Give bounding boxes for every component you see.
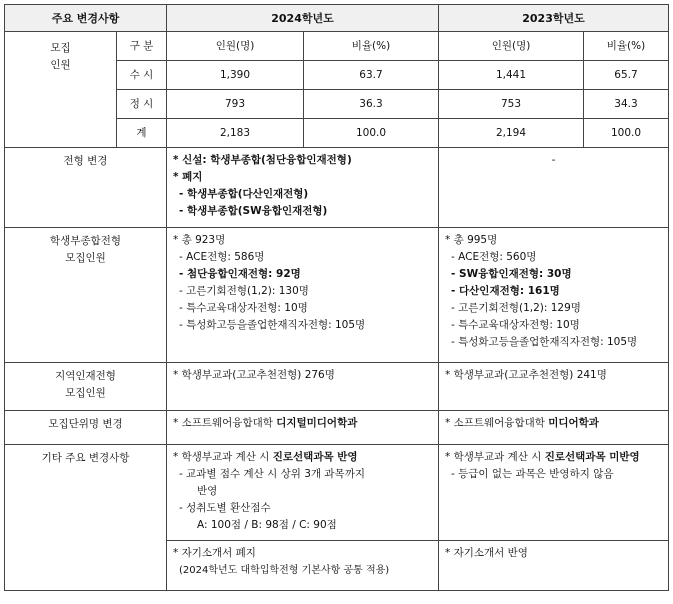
jiyeok-2024: * 학생부교과(고교추천전형) 276명 [167, 363, 439, 411]
gita-24b-line: * 자기소개서 폐지 [173, 547, 256, 559]
header-2023: 2023학년도 [439, 5, 669, 32]
jeonhyung-2023: - [439, 148, 669, 228]
gita-2023-a [439, 445, 669, 541]
danwi-23-pre: * 소프트웨어융합대학 [445, 417, 549, 429]
header-2024: 2024학년도 [167, 5, 439, 32]
gita-24a-line: 반영 [197, 485, 218, 497]
jeonhyung-24-line: * 폐지 [173, 171, 203, 183]
gita-23a-bold: 진로선택과목 미반영 [544, 451, 640, 463]
danwi-label: 모집단위명 변경 [5, 411, 167, 445]
gita-24a-bold: 진로선택과목 반영 [272, 451, 358, 463]
cell-n24: 793 [167, 90, 304, 119]
gita-24a-line: A: 100점 / B: 98점 / C: 90점 [197, 519, 337, 531]
danwi-24-pre: * 소프트웨어융합대학 [173, 417, 277, 429]
gita-2024-a [167, 445, 439, 541]
cell-r24: 100.0 [304, 119, 439, 148]
recruit-col-r-2023: 비율(%) [584, 32, 669, 61]
recruit-col-div: 구 분 [117, 32, 167, 61]
row-name: 수 시 [117, 61, 167, 90]
gita-label: 기타 주요 변경사항 [5, 445, 167, 591]
cell-n23: 2,194 [439, 119, 584, 148]
jeonhyung-24-line: - 학생부종합(다산인재전형) [179, 188, 309, 200]
cell-n24: 2,183 [167, 119, 304, 148]
jiyeok-label: 지역인재전형 모집인원 [5, 363, 167, 411]
danwi-23-bold: 미디어학과 [548, 417, 599, 429]
cell-r23: 100.0 [584, 119, 669, 148]
jeonhyung-label: 전형 변경 [5, 148, 167, 228]
jonghap-24-line: * 총 923명 [173, 234, 226, 246]
jonghap-23-line: - SW융합인재전형: 30명 [451, 268, 572, 280]
header-main-changes: 주요 변경사항 [5, 5, 167, 32]
gita-23a-line: - 등급이 없는 과목은 반영하지 않음 [451, 468, 614, 480]
row-name: 계 [117, 119, 167, 148]
recruit-label: 모집 인원 [5, 32, 117, 148]
gita-2023-b: * 자기소개서 반영 [439, 541, 669, 591]
recruit-col-n-2024: 인원(명) [167, 32, 304, 61]
danwi-2024 [167, 411, 439, 445]
jonghap-24-line: - 특성화고등을졸업한재직자전형: 105명 [179, 319, 366, 331]
cell-n23: 1,441 [439, 61, 584, 90]
jonghap-label: 학생부종합전형 모집인원 [5, 228, 167, 363]
cell-r24: 36.3 [304, 90, 439, 119]
jonghap-23-line: - 특성화고등을졸업한재직자전형: 105명 [451, 336, 638, 348]
recruit-col-r-2024: 비율(%) [304, 32, 439, 61]
jonghap-24-line: - ACE전형: 586명 [179, 251, 265, 263]
jonghap-2024 [167, 228, 439, 363]
gita-24b-line: (2024학년도 대학입학전형 기본사항 공통 적용) [179, 565, 390, 576]
danwi-24-bold: 디지털미디어학과 [276, 417, 358, 429]
row-name: 정 시 [117, 90, 167, 119]
jeonhyung-24-line: * 신설: 학생부종합(첨단융합인재전형) [173, 154, 352, 166]
gita-24a-pre: * 학생부교과 계산 시 [173, 451, 273, 463]
cell-n23: 753 [439, 90, 584, 119]
jonghap-2023 [439, 228, 669, 363]
jonghap-23-line: - 특수교육대상자전형: 10명 [451, 319, 580, 331]
gita-24a-line: - 성취도별 환산점수 [179, 502, 271, 514]
jiyeok-2023: * 학생부교과(고교추천전형) 241명 [439, 363, 669, 411]
danwi-2023 [439, 411, 669, 445]
jeonhyung-24-line: - 학생부종합(SW융합인재전형) [179, 205, 328, 217]
cell-n24: 1,390 [167, 61, 304, 90]
jeonhyung-2024 [167, 148, 439, 228]
cell-r24: 63.7 [304, 61, 439, 90]
jonghap-23-line: - 고른기회전형(1,2): 129명 [451, 302, 581, 314]
jonghap-24-line: - 첨단융합인재전형: 92명 [179, 268, 301, 280]
recruit-col-n-2023: 인원(명) [439, 32, 584, 61]
jonghap-23-line: - 다산인재전형: 161명 [451, 285, 560, 297]
cell-r23: 34.3 [584, 90, 669, 119]
gita-24a-line: - 교과별 점수 계산 시 상위 3개 과목까지 [179, 468, 365, 480]
gita-23a-pre: * 학생부교과 계산 시 [445, 451, 545, 463]
cell-r23: 65.7 [584, 61, 669, 90]
jonghap-24-line: - 고른기회전형(1,2): 130명 [179, 285, 309, 297]
gita-2024-b [167, 541, 439, 591]
jonghap-24-line: - 특수교육대상자전형: 10명 [179, 302, 308, 314]
jonghap-23-line: * 총 995명 [445, 234, 498, 246]
jonghap-23-line: - ACE전형: 560명 [451, 251, 537, 263]
admission-changes-table [4, 4, 669, 591]
